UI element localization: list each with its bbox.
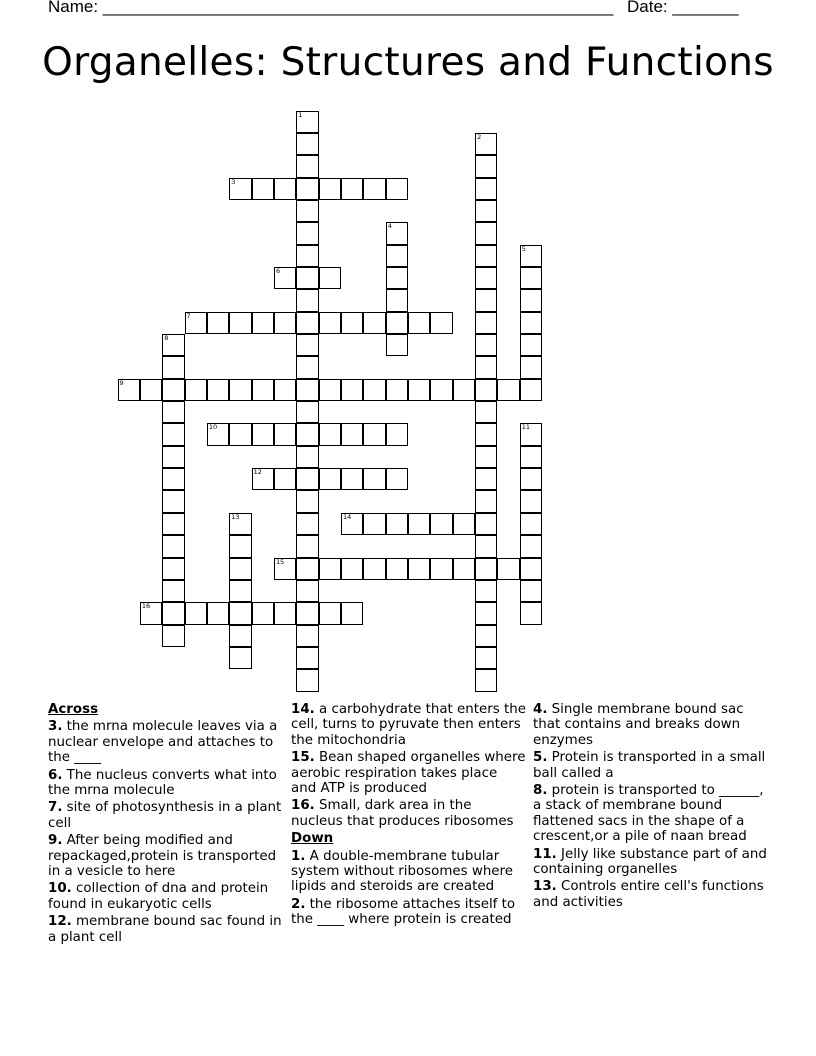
down-heading: Down (291, 831, 334, 847)
grid-cell[interactable] (162, 625, 184, 647)
grid-cell[interactable] (252, 178, 274, 200)
grid-cell[interactable] (475, 625, 497, 647)
grid-cell[interactable] (274, 558, 296, 580)
grid-cell[interactable] (162, 356, 184, 378)
grid-cell[interactable] (520, 513, 542, 535)
grid-cell[interactable] (319, 312, 341, 334)
grid-cell[interactable] (229, 379, 251, 401)
grid-cell[interactable] (386, 379, 408, 401)
grid-cell[interactable] (475, 379, 497, 401)
grid-cell[interactable] (296, 133, 318, 155)
clue-number: 13 (231, 512, 240, 521)
grid-cell[interactable] (296, 356, 318, 378)
grid-cell[interactable] (162, 468, 184, 490)
grid-cell[interactable] (341, 513, 363, 535)
clue-number-label: 5. (533, 750, 548, 766)
grid-cell[interactable] (341, 602, 363, 624)
grid-cell[interactable] (207, 312, 229, 334)
grid-cell[interactable] (520, 446, 542, 468)
grid-cell[interactable] (118, 379, 140, 401)
clue-across (48, 914, 283, 945)
grid-cell[interactable] (386, 267, 408, 289)
clue-number: 14 (343, 512, 352, 521)
grid-cell[interactable] (475, 222, 497, 244)
grid-cell[interactable] (229, 580, 251, 602)
grid-cell[interactable] (520, 558, 542, 580)
grid-cell[interactable] (162, 513, 184, 535)
grid-cell[interactable] (207, 423, 229, 445)
grid-cell[interactable] (475, 289, 497, 311)
clue-number: 10 (208, 423, 218, 432)
clue-number: 12 (253, 468, 262, 477)
grid-cell[interactable] (229, 647, 251, 669)
clue-text: After being modified and repackaged,protein is transported in a vesicle to here (48, 833, 277, 880)
clue-text: the mrna molecule leaves via a nuclear envelope and attaches to the ____ (48, 719, 278, 766)
grid-cell[interactable] (363, 423, 385, 445)
grid-cell[interactable] (229, 178, 251, 200)
clue-number-label: 11. (533, 846, 557, 862)
grid-cell[interactable] (408, 379, 430, 401)
grid-cell[interactable] (162, 401, 184, 423)
grid-cell[interactable] (185, 379, 207, 401)
grid-cell[interactable] (274, 468, 296, 490)
clue-number-label: 9. (48, 833, 63, 849)
grid-cell[interactable] (296, 647, 318, 669)
grid-cell[interactable] (520, 490, 542, 512)
grid-cell[interactable] (296, 334, 318, 356)
clue-number: 9 (119, 378, 124, 387)
grid-cell[interactable] (229, 558, 251, 580)
clue-across (48, 833, 283, 879)
grid-cell[interactable] (296, 602, 318, 624)
clue-down (533, 750, 768, 781)
clue-across (48, 800, 283, 831)
grid-cell[interactable] (430, 312, 452, 334)
grid-cell[interactable] (475, 558, 497, 580)
clue-number-label: 7. (48, 800, 63, 816)
grid-cell[interactable] (296, 401, 318, 423)
grid-cell[interactable] (363, 379, 385, 401)
grid-cell[interactable] (162, 379, 184, 401)
name-field-label: Name: ______________________________________________________ (48, 0, 614, 16)
grid-cell[interactable] (430, 513, 452, 535)
grid-cell[interactable] (475, 580, 497, 602)
clue-text: Single membrane bound sac that contains and breaks down enzymes (533, 702, 744, 748)
grid-cell[interactable] (229, 602, 251, 624)
grid-cell[interactable] (296, 558, 318, 580)
grid-cell[interactable] (341, 379, 363, 401)
grid-cell[interactable] (162, 334, 184, 356)
clue-number: 15 (275, 557, 285, 566)
page-title: Organelles: Structures and Functions (42, 40, 774, 85)
grid-cell[interactable] (229, 312, 251, 334)
clues-column-3 (533, 702, 768, 912)
clue-text: collection of dna and protein found in eukaryotic cells (48, 881, 269, 912)
clue-number: 7 (186, 311, 191, 320)
grid-cell[interactable] (341, 423, 363, 445)
grid-cell[interactable] (162, 423, 184, 445)
grid-cell[interactable] (475, 200, 497, 222)
grid-cell[interactable] (296, 200, 318, 222)
clue-down (291, 897, 526, 928)
clue-number: 16 (141, 602, 151, 611)
grid-cell[interactable] (363, 513, 385, 535)
grid-cell[interactable] (475, 401, 497, 423)
clue-across (291, 750, 526, 796)
grid-cell[interactable] (386, 334, 408, 356)
grid-cell[interactable] (430, 379, 452, 401)
grid-cell[interactable] (475, 155, 497, 177)
clue-text: Protein is transported in a small ball called a (533, 750, 766, 781)
grid-cell[interactable] (475, 178, 497, 200)
grid-cell[interactable] (363, 312, 385, 334)
clue-down (533, 847, 768, 878)
grid-cell[interactable] (520, 267, 542, 289)
grid-cell[interactable] (408, 513, 430, 535)
grid-cell[interactable] (386, 468, 408, 490)
grid-cell[interactable] (229, 625, 251, 647)
grid-cell[interactable] (475, 312, 497, 334)
grid-cell[interactable] (475, 468, 497, 490)
grid-cell[interactable] (162, 558, 184, 580)
clue-number: 2 (477, 132, 482, 141)
clue-text: protein is transported to ______, a stack of membrane bound flattened sacs in the shape of a crescent,or a pile of naan bread (533, 783, 764, 845)
clue-down (291, 849, 526, 895)
grid-cell[interactable] (252, 379, 274, 401)
grid-cell[interactable] (475, 535, 497, 557)
grid-cell[interactable] (296, 446, 318, 468)
grid-cell[interactable] (274, 267, 296, 289)
grid-cell[interactable] (319, 178, 341, 200)
clue-across (291, 798, 526, 829)
grid-cell[interactable] (475, 647, 497, 669)
grid-cell[interactable] (386, 222, 408, 244)
clue-number-label: 14. (291, 702, 315, 717)
grid-cell[interactable] (475, 669, 497, 691)
clue-across (48, 768, 283, 799)
grid-cell[interactable] (296, 312, 318, 334)
grid-cell[interactable] (520, 535, 542, 557)
clues-column-2 (291, 702, 526, 930)
clue-across (291, 702, 526, 748)
grid-cell[interactable] (341, 468, 363, 490)
grid-cell[interactable] (453, 513, 475, 535)
clue-number-label: 16. (291, 798, 315, 814)
grid-cell[interactable] (207, 602, 229, 624)
clue-down (533, 702, 768, 748)
grid-cell[interactable] (319, 423, 341, 445)
clue-text: a carbohydrate that enters the cell, turns to pyruvate then enters the mitochondria (291, 702, 526, 748)
clue-number-label: 8. (533, 783, 548, 799)
grid-cell[interactable] (140, 602, 162, 624)
clue-text: the ribosome attaches itself to the ____ where protein is created (291, 896, 516, 928)
clue-text: A double-membrane tubular system without ribosomes where lipids and steroids are created (291, 848, 513, 895)
clue-across (48, 719, 283, 765)
clue-text: The nucleus converts what into the mrna molecule (48, 767, 277, 799)
grid-cell[interactable] (520, 289, 542, 311)
grid-cell[interactable] (475, 133, 497, 155)
grid-cell[interactable] (274, 602, 296, 624)
grid-cell[interactable] (229, 535, 251, 557)
grid-cell[interactable] (386, 558, 408, 580)
grid-cell[interactable] (185, 602, 207, 624)
grid-cell[interactable] (162, 535, 184, 557)
grid-cell[interactable] (341, 312, 363, 334)
grid-cell[interactable] (252, 468, 274, 490)
grid-cell[interactable] (140, 379, 162, 401)
clue-text: Jelly like substance part of and containing organelles (533, 846, 767, 878)
grid-cell[interactable] (430, 558, 452, 580)
grid-cell[interactable] (475, 245, 497, 267)
grid-cell[interactable] (520, 245, 542, 267)
grid-cell[interactable] (497, 379, 519, 401)
grid-cell[interactable] (520, 356, 542, 378)
grid-cell[interactable] (386, 245, 408, 267)
grid-cell[interactable] (520, 602, 542, 624)
clue-text: Controls entire cell's functions and activities (533, 879, 764, 910)
clue-text: membrane bound sac found in a plant cell (48, 914, 282, 945)
grid-cell[interactable] (386, 513, 408, 535)
clue-number: 1 (298, 110, 303, 119)
grid-cell[interactable] (252, 602, 274, 624)
grid-cell[interactable] (229, 513, 251, 535)
clue-number-label: 1. (291, 848, 306, 864)
grid-cell[interactable] (296, 669, 318, 691)
clues-column-1 (48, 702, 283, 947)
date-field-label: Date: _______ (627, 0, 739, 16)
grid-cell[interactable] (319, 267, 341, 289)
grid-cell[interactable] (296, 155, 318, 177)
clue-down (533, 783, 768, 845)
grid-cell[interactable] (319, 468, 341, 490)
grid-cell[interactable] (274, 379, 296, 401)
grid-cell[interactable] (475, 513, 497, 535)
grid-cell[interactable] (408, 312, 430, 334)
clue-number-label: 13. (533, 879, 557, 895)
grid-cell[interactable] (296, 267, 318, 289)
clue-number: 3 (231, 177, 236, 186)
clue-number-label: 12. (48, 914, 72, 930)
clue-across (48, 881, 283, 912)
grid-cell[interactable] (296, 245, 318, 267)
grid-cell[interactable] (453, 558, 475, 580)
grid-cell[interactable] (296, 222, 318, 244)
clue-number: 5 (521, 244, 526, 253)
grid-cell[interactable] (386, 178, 408, 200)
grid-cell[interactable] (296, 513, 318, 535)
grid-cell[interactable] (162, 446, 184, 468)
grid-cell[interactable] (296, 111, 318, 133)
grid-cell[interactable] (319, 602, 341, 624)
grid-cell[interactable] (296, 178, 318, 200)
clue-number-label: 10. (48, 881, 72, 897)
grid-cell[interactable] (296, 289, 318, 311)
grid-cell[interactable] (319, 379, 341, 401)
grid-cell[interactable] (296, 379, 318, 401)
grid-cell[interactable] (520, 423, 542, 445)
grid-cell[interactable] (274, 312, 296, 334)
clue-down (533, 879, 768, 910)
clue-number: 8 (164, 334, 169, 342)
grid-cell[interactable] (341, 558, 363, 580)
grid-cell[interactable] (296, 625, 318, 647)
grid-cell[interactable] (497, 558, 519, 580)
clue-number-label: 2. (291, 896, 306, 912)
grid-cell[interactable] (252, 423, 274, 445)
grid-cell[interactable] (408, 558, 430, 580)
grid-cell[interactable] (185, 312, 207, 334)
grid-cell[interactable] (386, 423, 408, 445)
clue-number-label: 3. (48, 719, 63, 735)
grid-cell[interactable] (363, 178, 385, 200)
grid-cell[interactable] (475, 602, 497, 624)
grid-cell[interactable] (274, 178, 296, 200)
grid-cell[interactable] (475, 423, 497, 445)
grid-cell[interactable] (453, 379, 475, 401)
clue-number-label: 15. (291, 750, 315, 766)
grid-cell[interactable] (520, 580, 542, 602)
clue-number: 4 (387, 222, 392, 231)
grid-cell[interactable] (363, 558, 385, 580)
clue-number: 6 (275, 266, 281, 275)
grid-cell[interactable] (386, 312, 408, 334)
grid-cell[interactable] (341, 178, 363, 200)
grid-cell[interactable] (520, 334, 542, 356)
grid-cell[interactable] (229, 423, 251, 445)
grid-cell[interactable] (162, 580, 184, 602)
grid-cell[interactable] (520, 379, 542, 401)
grid-cell[interactable] (475, 490, 497, 512)
grid-cell[interactable] (520, 468, 542, 490)
grid-cell[interactable] (296, 580, 318, 602)
grid-cell[interactable] (475, 446, 497, 468)
grid-cell[interactable] (274, 423, 296, 445)
grid-cell[interactable] (162, 490, 184, 512)
grid-cell[interactable] (296, 490, 318, 512)
clue-number-label: 4. (533, 702, 548, 717)
grid-cell[interactable] (252, 312, 274, 334)
clue-text: Small, dark area in the nucleus that produces ribosomes (291, 798, 514, 829)
grid-cell[interactable] (319, 558, 341, 580)
clue-text: site of photosynthesis in a plant cell (48, 800, 282, 831)
grid-cell[interactable] (475, 334, 497, 356)
grid-cell[interactable] (296, 468, 318, 490)
grid-cell[interactable] (162, 602, 184, 624)
grid-cell[interactable] (296, 535, 318, 557)
clue-number: 11 (521, 423, 531, 432)
across-heading: Across (48, 702, 99, 717)
grid-cell[interactable] (363, 468, 385, 490)
clue-number-label: 6. (48, 767, 63, 783)
clue-text: Bean shaped organelles where aerobic respiration takes place and ATP is produced (291, 750, 526, 797)
grid-cell[interactable] (520, 312, 542, 334)
grid-cell[interactable] (475, 356, 497, 378)
grid-cell[interactable] (386, 289, 408, 311)
grid-cell[interactable] (207, 379, 229, 401)
grid-cell[interactable] (296, 423, 318, 445)
grid-cell[interactable] (475, 267, 497, 289)
